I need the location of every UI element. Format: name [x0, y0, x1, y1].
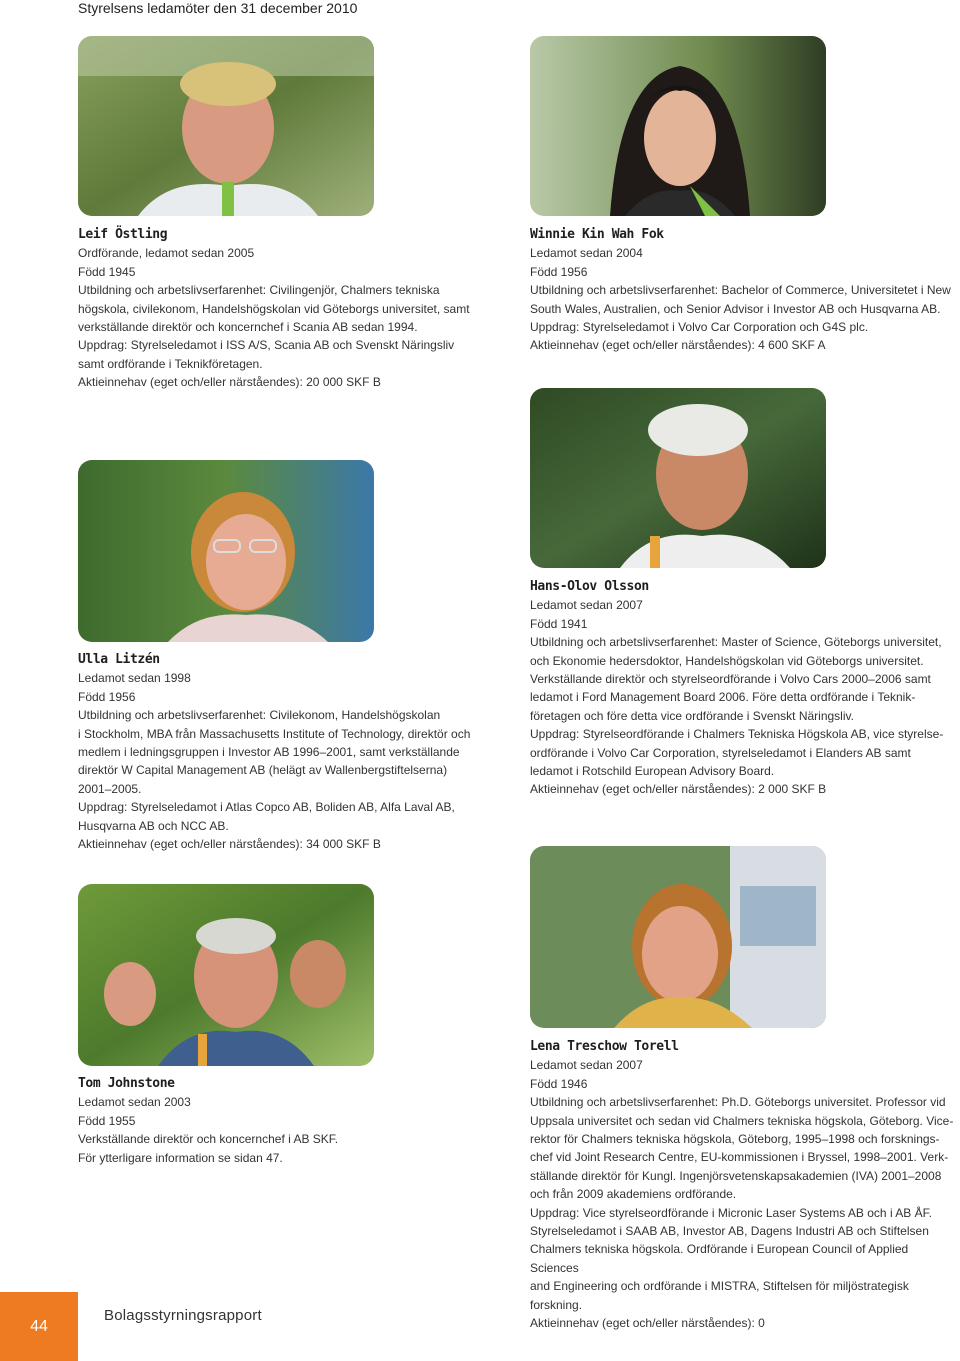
bio-line: Aktieinnehav (eget och/eller närståendes): 2 000 SKF B [530, 782, 827, 797]
bio-line: ordförande i Volvo Car Corporation, styrelseledamot i Elanders AB samt [530, 745, 911, 760]
member-name: Lena Treschow Torell [530, 1039, 679, 1054]
bio-line: Uppdrag: Styrelseledamot i Atlas Copco AB, Boliden AB, Alfa Laval AB, [78, 800, 455, 815]
bio-line: Utbildning och arbetslivserfarenhet: Ph.D. Göteborgs universitet. Professor vid [530, 1095, 946, 1110]
page-title: Styrelsens ledamöter den 31 december 2010 [78, 0, 358, 16]
page-number-badge: 44 [0, 1292, 78, 1361]
bio-line: Uppdrag: Styrelseordförande i Chalmers Tekniska Högskola AB, vice styrelse- [530, 727, 944, 742]
bio-line: För ytterligare information se sidan 47. [78, 1150, 283, 1165]
bio-line: and Engineering och ordförande i MISTRA, Stiftelsen för miljöstrategisk forskning. [530, 1279, 909, 1312]
bio-line: Utbildning och arbetslivserfarenhet: Civilingenjör, Chalmers tekniska [78, 283, 440, 298]
bio-line: Ledamot sedan 2007 [530, 598, 643, 613]
bio-line: Aktieinnehav (eget och/eller närståendes): 34 000 SKF B [78, 837, 381, 852]
portrait-photo-lena-treschow-torell [530, 846, 826, 1028]
bio-line: Ledamot sedan 2007 [530, 1058, 643, 1073]
bio-line: Aktieinnehav (eget och/eller närståendes): 20 000 SKF B [78, 375, 381, 390]
bio-line: Född 1945 [78, 264, 136, 279]
member-name: Hans-Olov Olsson [530, 579, 649, 594]
bio-line: Född 1955 [78, 1113, 136, 1128]
bio-line: ledamot i Rotschild European Advisory Board. [530, 764, 775, 779]
bio-line: företagen och före detta vice ordförande i Svenskt Näringsliv. [530, 708, 854, 723]
bio-line: Aktieinnehav (eget och/eller närståendes): 4 600 SKF A [530, 338, 826, 353]
bio-line: verkställande direktör och koncernchef i Scania AB sedan 1994. [78, 320, 418, 335]
bio-line: Ledamot sedan 2003 [78, 1095, 191, 1110]
bio-hans-olov-olsson [530, 578, 960, 799]
bio-line: Utbildning och arbetslivserfarenhet: Master of Science, Göteborgs universitet, [530, 635, 942, 650]
bio-ulla-litzen [78, 651, 498, 853]
bio-line: South Wales, Australien, och Senior Advisor i Investor AB och Husqvarna AB. [530, 301, 941, 316]
bio-line: Uppdrag: Styrelseledamot i Volvo Car Corporation och G4S plc. [530, 320, 869, 335]
bio-line: Verkställande direktör och koncernchef i AB SKF. [78, 1132, 339, 1147]
bio-line: ledamot i Ford Management Board 2006. Före detta ordförande i Teknik- [530, 690, 916, 705]
member-name: Tom Johnstone [78, 1076, 175, 1091]
member-name: Leif Östling [78, 227, 168, 242]
bio-line: Född 1956 [530, 264, 588, 279]
member-name: Ulla Litzén [78, 652, 160, 667]
footer-section-label: Bolagsstyrningsrapport [104, 1307, 262, 1324]
bio-winnie-kin-wah-fok [530, 226, 960, 355]
bio-line: Född 1941 [530, 616, 588, 631]
bio-line: Uppsala universitet och sedan vid Chalmers tekniska högskola, Göteborg. Vice- [530, 1113, 954, 1128]
bio-line: Född 1956 [78, 689, 136, 704]
bio-line: Ledamot sedan 2004 [530, 246, 643, 261]
bio-tom-johnstone [78, 1075, 498, 1167]
bio-line: i Stockholm, MBA från Massachusetts Institute of Technology, direktör och [78, 726, 471, 741]
bio-line: samt ordförande i Teknikföretagen. [78, 356, 263, 371]
bio-line: rektor för Chalmers tekniska högskola, Göteborg, 1995–1998 och forsknings- [530, 1132, 940, 1147]
bio-leif-ostling [78, 226, 498, 392]
bio-line: ställande direktör för Kungl. Ingenjörsvetenskapsakademien (IVA) 2001–2008 [530, 1168, 942, 1183]
bio-line: högskola, civilekonom, Handelshögskolan vid Göteborgs universitet, samt [78, 301, 470, 316]
bio-line: Husqvarna AB och NCC AB. [78, 818, 229, 833]
bio-line: och från 2009 akademiens ordförande. [530, 1187, 737, 1202]
bio-line: Verkställande direktör och styrelseordförande i Volvo Cars 2000–2006 samt [530, 672, 931, 687]
bio-line: Utbildning och arbetslivserfarenhet: Bachelor of Commerce, Universitetet i New [530, 283, 951, 298]
bio-line: och Ekonomie hedersdoktor, Handelshögskolan vid Göteborgs universitet. [530, 653, 924, 668]
bio-lena-treschow-torell [530, 1038, 960, 1333]
bio-line: Uppdrag: Vice styrelseordförande i Micronic Laser Systems AB och i AB ÅF. [530, 1205, 932, 1220]
member-name: Winnie Kin Wah Fok [530, 227, 664, 242]
bio-line: Styrelseledamot i SAAB AB, Investor AB, Dagens Industri AB och Stiftelsen [530, 1224, 929, 1239]
bio-line: Ledamot sedan 1998 [78, 671, 191, 686]
bio-line: Chalmers tekniska högskola. Ordförande i European Council of Applied Sciences [530, 1242, 909, 1275]
bio-line: direktör W Capital Management AB (helägt av Wallenbergstiftelserna) [78, 763, 448, 778]
portrait-photo-leif-ostling [78, 36, 374, 216]
bio-line: Utbildning och arbetslivserfarenhet: Civilekonom, Handelshögskolan [78, 708, 441, 723]
bio-line: Född 1946 [530, 1076, 588, 1091]
bio-line: Ordförande, ledamot sedan 2005 [78, 246, 255, 261]
portrait-photo-hans-olov-olsson [530, 388, 826, 568]
bio-line: Uppdrag: Styrelseledamot i ISS A/S, Scania AB och Svenskt Näringsliv [78, 338, 455, 353]
portrait-photo-tom-johnstone [78, 884, 374, 1066]
bio-line: chef vid Joint Research Centre, EU-kommissionen i Bryssel, 1998–2001. Verk- [530, 1150, 949, 1165]
portrait-photo-ulla-litzen [78, 460, 374, 642]
bio-line: medlem i ledningsgruppen i Investor AB 1996–2001, samt verkställande [78, 745, 460, 760]
bio-line: 2001–2005. [78, 781, 142, 796]
bio-line: Aktieinnehav (eget och/eller närståendes): 0 [530, 1316, 765, 1331]
portrait-photo-winnie-kin-wah-fok [530, 36, 826, 216]
